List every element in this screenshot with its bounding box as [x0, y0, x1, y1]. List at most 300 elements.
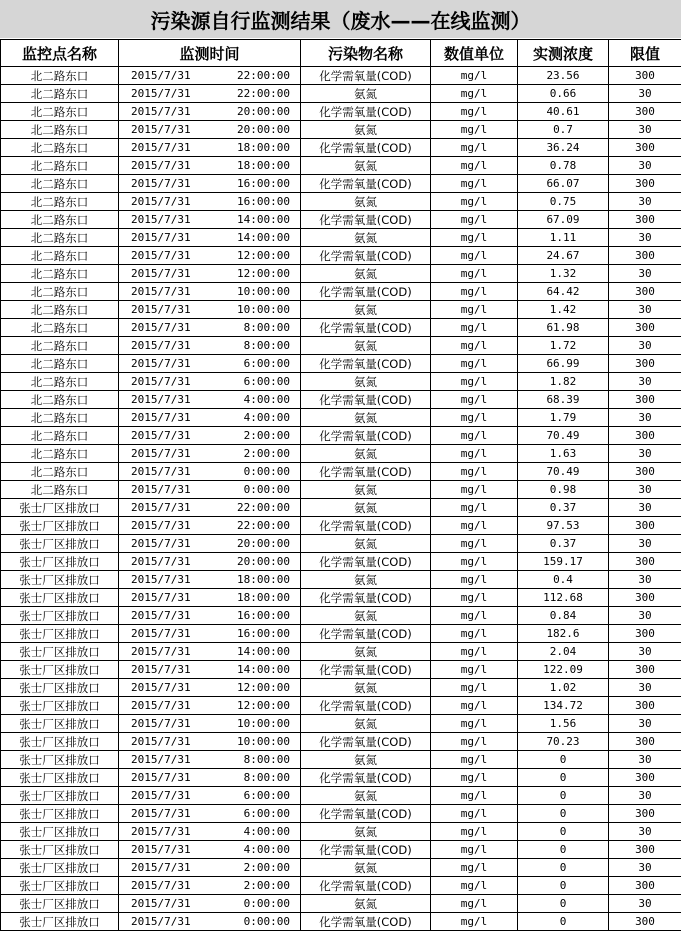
cell-time: 12:00:00	[237, 248, 290, 262]
cell-monitoring-time	[119, 427, 301, 445]
cell-monitoring-time	[119, 877, 301, 895]
cell-date: 2015/7/31	[131, 518, 191, 532]
table-row	[1, 841, 681, 859]
cell-time: 8:00:00	[243, 338, 290, 352]
cell-limit: 300	[609, 625, 681, 643]
cell-monitoring-time	[119, 337, 301, 355]
cell-monitoring-time	[119, 103, 301, 121]
cell-unit: mg/l	[431, 67, 518, 85]
cell-limit: 300	[609, 391, 681, 409]
cell-monitoring-time	[119, 841, 301, 859]
cell-pollutant-name: 氨氮	[301, 445, 431, 463]
cell-unit: mg/l	[431, 607, 518, 625]
cell-unit: mg/l	[431, 643, 518, 661]
cell-time: 12:00:00	[237, 266, 290, 280]
cell-time: 20:00:00	[237, 122, 290, 136]
cell-monitoring-time	[119, 157, 301, 175]
cell-date: 2015/7/31	[131, 914, 191, 928]
table-row	[1, 625, 681, 643]
cell-limit: 30	[609, 301, 681, 319]
cell-pollutant-name: 化学需氧量(COD)	[301, 391, 431, 409]
cell-pollutant-name: 氨氮	[301, 121, 431, 139]
cell-time: 22:00:00	[237, 86, 290, 100]
cell-pollutant-name: 化学需氧量(COD)	[301, 697, 431, 715]
cell-date: 2015/7/31	[131, 860, 191, 874]
cell-measured-value: 0.84	[518, 607, 609, 625]
cell-date: 2015/7/31	[131, 788, 191, 802]
cell-monitoring-point: 北二路东口	[1, 391, 119, 409]
cell-limit: 300	[609, 355, 681, 373]
cell-monitoring-time	[119, 805, 301, 823]
cell-date: 2015/7/31	[131, 626, 191, 640]
cell-limit: 30	[609, 193, 681, 211]
cell-pollutant-name: 化学需氧量(COD)	[301, 175, 431, 193]
cell-date: 2015/7/31	[131, 176, 191, 190]
cell-monitoring-point: 北二路东口	[1, 373, 119, 391]
cell-date: 2015/7/31	[131, 122, 191, 136]
cell-date: 2015/7/31	[131, 410, 191, 424]
cell-measured-value: 36.24	[518, 139, 609, 157]
cell-pollutant-name: 氨氮	[301, 715, 431, 733]
cell-measured-value: 70.23	[518, 733, 609, 751]
cell-monitoring-time	[119, 679, 301, 697]
cell-monitoring-time	[119, 229, 301, 247]
table-row	[1, 805, 681, 823]
cell-monitoring-time	[119, 697, 301, 715]
cell-monitoring-time	[119, 265, 301, 283]
cell-monitoring-point: 张士厂区排放口	[1, 499, 119, 517]
cell-monitoring-point: 张士厂区排放口	[1, 715, 119, 733]
cell-limit: 300	[609, 67, 681, 85]
cell-date: 2015/7/31	[131, 230, 191, 244]
cell-time: 2:00:00	[243, 428, 290, 442]
cell-pollutant-name: 化学需氧量(COD)	[301, 103, 431, 121]
cell-time: 0:00:00	[243, 896, 290, 910]
cell-measured-value: 24.67	[518, 247, 609, 265]
cell-pollutant-name: 氨氮	[301, 895, 431, 913]
cell-time: 6:00:00	[243, 806, 290, 820]
cell-pollutant-name: 氨氮	[301, 787, 431, 805]
cell-pollutant-name: 氨氮	[301, 85, 431, 103]
cell-monitoring-time	[119, 535, 301, 553]
cell-monitoring-point: 张士厂区排放口	[1, 571, 119, 589]
cell-measured-value: 0	[518, 751, 609, 769]
cell-time: 16:00:00	[237, 608, 290, 622]
cell-monitoring-time	[119, 625, 301, 643]
cell-monitoring-point: 北二路东口	[1, 265, 119, 283]
cell-pollutant-name: 化学需氧量(COD)	[301, 319, 431, 337]
cell-monitoring-point: 张士厂区排放口	[1, 787, 119, 805]
cell-limit: 300	[609, 913, 681, 931]
cell-measured-value: 0.37	[518, 499, 609, 517]
cell-unit: mg/l	[431, 427, 518, 445]
cell-time: 22:00:00	[237, 518, 290, 532]
cell-time: 2:00:00	[243, 446, 290, 460]
cell-limit: 30	[609, 409, 681, 427]
cell-limit: 30	[609, 679, 681, 697]
cell-unit: mg/l	[431, 265, 518, 283]
cell-monitoring-point: 北二路东口	[1, 481, 119, 499]
cell-unit: mg/l	[431, 283, 518, 301]
cell-unit: mg/l	[431, 913, 518, 931]
cell-measured-value: 1.63	[518, 445, 609, 463]
table-row	[1, 175, 681, 193]
table-row	[1, 877, 681, 895]
cell-monitoring-time	[119, 643, 301, 661]
cell-measured-value: 0.75	[518, 193, 609, 211]
cell-date: 2015/7/31	[131, 500, 191, 514]
cell-time: 14:00:00	[237, 212, 290, 226]
cell-monitoring-point: 张士厂区排放口	[1, 913, 119, 931]
cell-monitoring-point: 张士厂区排放口	[1, 733, 119, 751]
cell-measured-value: 1.56	[518, 715, 609, 733]
cell-pollutant-name: 化学需氧量(COD)	[301, 589, 431, 607]
cell-date: 2015/7/31	[131, 662, 191, 676]
cell-limit: 300	[609, 841, 681, 859]
cell-measured-value: 134.72	[518, 697, 609, 715]
cell-monitoring-time	[119, 751, 301, 769]
cell-measured-value: 66.99	[518, 355, 609, 373]
cell-limit: 30	[609, 157, 681, 175]
cell-pollutant-name: 化学需氧量(COD)	[301, 427, 431, 445]
cell-limit: 300	[609, 769, 681, 787]
cell-measured-value: 0.98	[518, 481, 609, 499]
table-row	[1, 679, 681, 697]
table-row	[1, 733, 681, 751]
cell-date: 2015/7/31	[131, 824, 191, 838]
table-row	[1, 535, 681, 553]
cell-monitoring-point: 北二路东口	[1, 103, 119, 121]
cell-pollutant-name: 氨氮	[301, 607, 431, 625]
cell-pollutant-name: 氨氮	[301, 571, 431, 589]
header-measured-concentration: 实测浓度	[518, 40, 609, 67]
cell-time: 20:00:00	[237, 554, 290, 568]
cell-unit: mg/l	[431, 355, 518, 373]
cell-unit: mg/l	[431, 391, 518, 409]
cell-unit: mg/l	[431, 373, 518, 391]
cell-monitoring-time	[119, 193, 301, 211]
cell-time: 0:00:00	[243, 482, 290, 496]
cell-monitoring-point: 张士厂区排放口	[1, 661, 119, 679]
table-row	[1, 499, 681, 517]
table-row	[1, 823, 681, 841]
cell-unit: mg/l	[431, 715, 518, 733]
cell-time: 6:00:00	[243, 356, 290, 370]
cell-date: 2015/7/31	[131, 428, 191, 442]
table-row	[1, 661, 681, 679]
cell-pollutant-name: 氨氮	[301, 535, 431, 553]
cell-monitoring-time	[119, 445, 301, 463]
cell-unit: mg/l	[431, 175, 518, 193]
cell-monitoring-time	[119, 715, 301, 733]
cell-measured-value: 97.53	[518, 517, 609, 535]
cell-monitoring-time	[119, 589, 301, 607]
cell-monitoring-time	[119, 481, 301, 499]
cell-pollutant-name: 化学需氧量(COD)	[301, 247, 431, 265]
cell-date: 2015/7/31	[131, 320, 191, 334]
table-row	[1, 895, 681, 913]
cell-pollutant-name: 氨氮	[301, 643, 431, 661]
cell-pollutant-name: 氨氮	[301, 301, 431, 319]
cell-limit: 300	[609, 319, 681, 337]
cell-monitoring-point: 张士厂区排放口	[1, 877, 119, 895]
cell-measured-value: 0	[518, 823, 609, 841]
sheet-title: 污染源自行监测结果（废水——在线监测）	[0, 0, 681, 38]
table-row	[1, 769, 681, 787]
table-row	[1, 157, 681, 175]
cell-unit: mg/l	[431, 571, 518, 589]
cell-date: 2015/7/31	[131, 212, 191, 226]
table-row	[1, 373, 681, 391]
cell-monitoring-time	[119, 499, 301, 517]
cell-date: 2015/7/31	[131, 104, 191, 118]
cell-time: 10:00:00	[237, 284, 290, 298]
header-pollutant-name: 污染物名称	[301, 40, 431, 67]
cell-unit: mg/l	[431, 463, 518, 481]
table-row	[1, 355, 681, 373]
cell-measured-value: 2.04	[518, 643, 609, 661]
cell-date: 2015/7/31	[131, 446, 191, 460]
cell-monitoring-point: 张士厂区排放口	[1, 517, 119, 535]
cell-limit: 30	[609, 607, 681, 625]
cell-time: 8:00:00	[243, 752, 290, 766]
cell-date: 2015/7/31	[131, 752, 191, 766]
cell-date: 2015/7/31	[131, 806, 191, 820]
table-row	[1, 517, 681, 535]
cell-unit: mg/l	[431, 877, 518, 895]
cell-monitoring-point: 北二路东口	[1, 283, 119, 301]
cell-limit: 30	[609, 121, 681, 139]
cell-monitoring-time	[119, 661, 301, 679]
cell-monitoring-time	[119, 571, 301, 589]
cell-monitoring-time	[119, 67, 301, 85]
cell-limit: 30	[609, 571, 681, 589]
cell-monitoring-point: 张士厂区排放口	[1, 535, 119, 553]
cell-monitoring-time	[119, 319, 301, 337]
cell-pollutant-name: 氨氮	[301, 265, 431, 283]
cell-date: 2015/7/31	[131, 842, 191, 856]
cell-measured-value: 112.68	[518, 589, 609, 607]
cell-monitoring-time	[119, 895, 301, 913]
cell-measured-value: 0.7	[518, 121, 609, 139]
cell-unit: mg/l	[431, 661, 518, 679]
cell-limit: 300	[609, 211, 681, 229]
table-row	[1, 481, 681, 499]
cell-time: 14:00:00	[237, 662, 290, 676]
cell-unit: mg/l	[431, 481, 518, 499]
cell-monitoring-point: 北二路东口	[1, 409, 119, 427]
cell-date: 2015/7/31	[131, 356, 191, 370]
table-row	[1, 643, 681, 661]
cell-date: 2015/7/31	[131, 266, 191, 280]
cell-unit: mg/l	[431, 697, 518, 715]
cell-monitoring-time	[119, 913, 301, 931]
cell-time: 0:00:00	[243, 914, 290, 928]
cell-unit: mg/l	[431, 841, 518, 859]
table-row	[1, 751, 681, 769]
cell-date: 2015/7/31	[131, 284, 191, 298]
cell-limit: 30	[609, 337, 681, 355]
cell-monitoring-point: 北二路东口	[1, 85, 119, 103]
cell-monitoring-time	[119, 211, 301, 229]
cell-date: 2015/7/31	[131, 896, 191, 910]
cell-monitoring-point: 张士厂区排放口	[1, 643, 119, 661]
cell-pollutant-name: 化学需氧量(COD)	[301, 67, 431, 85]
cell-measured-value: 67.09	[518, 211, 609, 229]
cell-pollutant-name: 氨氮	[301, 823, 431, 841]
cell-date: 2015/7/31	[131, 194, 191, 208]
cell-monitoring-point: 张士厂区排放口	[1, 769, 119, 787]
cell-unit: mg/l	[431, 895, 518, 913]
cell-unit: mg/l	[431, 337, 518, 355]
cell-monitoring-time	[119, 247, 301, 265]
cell-date: 2015/7/31	[131, 878, 191, 892]
cell-monitoring-point: 张士厂区排放口	[1, 697, 119, 715]
cell-date: 2015/7/31	[131, 536, 191, 550]
cell-measured-value: 1.82	[518, 373, 609, 391]
cell-limit: 300	[609, 139, 681, 157]
cell-pollutant-name: 化学需氧量(COD)	[301, 769, 431, 787]
cell-pollutant-name: 化学需氧量(COD)	[301, 355, 431, 373]
cell-measured-value: 0	[518, 841, 609, 859]
cell-limit: 300	[609, 877, 681, 895]
cell-limit: 30	[609, 265, 681, 283]
cell-measured-value: 0	[518, 895, 609, 913]
cell-monitoring-time	[119, 121, 301, 139]
cell-unit: mg/l	[431, 625, 518, 643]
cell-measured-value: 0	[518, 859, 609, 877]
cell-measured-value: 68.39	[518, 391, 609, 409]
table-row	[1, 121, 681, 139]
cell-monitoring-time	[119, 301, 301, 319]
table-row	[1, 409, 681, 427]
cell-date: 2015/7/31	[131, 734, 191, 748]
cell-unit: mg/l	[431, 211, 518, 229]
cell-monitoring-time	[119, 355, 301, 373]
cell-date: 2015/7/31	[131, 248, 191, 262]
cell-limit: 300	[609, 283, 681, 301]
cell-monitoring-time	[119, 139, 301, 157]
cell-limit: 30	[609, 751, 681, 769]
cell-limit: 300	[609, 661, 681, 679]
table-row	[1, 247, 681, 265]
cell-measured-value: 40.61	[518, 103, 609, 121]
cell-limit: 30	[609, 85, 681, 103]
cell-measured-value: 0	[518, 913, 609, 931]
cell-monitoring-point: 北二路东口	[1, 445, 119, 463]
header-unit: 数值单位	[431, 40, 518, 67]
cell-measured-value: 0.78	[518, 157, 609, 175]
cell-monitoring-point: 北二路东口	[1, 193, 119, 211]
header-monitoring-point: 监控点名称	[1, 40, 119, 67]
cell-monitoring-point: 北二路东口	[1, 319, 119, 337]
cell-limit: 30	[609, 643, 681, 661]
cell-monitoring-time	[119, 175, 301, 193]
cell-unit: mg/l	[431, 157, 518, 175]
cell-unit: mg/l	[431, 859, 518, 877]
cell-pollutant-name: 化学需氧量(COD)	[301, 463, 431, 481]
cell-unit: mg/l	[431, 139, 518, 157]
cell-measured-value: 1.32	[518, 265, 609, 283]
cell-monitoring-point: 北二路东口	[1, 355, 119, 373]
cell-measured-value: 0.4	[518, 571, 609, 589]
table-row	[1, 337, 681, 355]
cell-monitoring-point: 北二路东口	[1, 67, 119, 85]
cell-pollutant-name: 化学需氧量(COD)	[301, 283, 431, 301]
cell-time: 18:00:00	[237, 140, 290, 154]
cell-monitoring-point: 张士厂区排放口	[1, 859, 119, 877]
cell-time: 4:00:00	[243, 842, 290, 856]
table-row	[1, 787, 681, 805]
cell-monitoring-time	[119, 463, 301, 481]
cell-unit: mg/l	[431, 589, 518, 607]
table-row	[1, 589, 681, 607]
cell-pollutant-name: 氨氮	[301, 409, 431, 427]
cell-time: 2:00:00	[243, 878, 290, 892]
cell-monitoring-time	[119, 859, 301, 877]
cell-limit: 30	[609, 499, 681, 517]
cell-time: 18:00:00	[237, 590, 290, 604]
table-row	[1, 571, 681, 589]
cell-unit: mg/l	[431, 769, 518, 787]
cell-time: 4:00:00	[243, 824, 290, 838]
cell-pollutant-name: 氨氮	[301, 679, 431, 697]
cell-measured-value: 70.49	[518, 463, 609, 481]
cell-date: 2015/7/31	[131, 374, 191, 388]
cell-measured-value: 122.09	[518, 661, 609, 679]
cell-time: 0:00:00	[243, 464, 290, 478]
cell-monitoring-point: 张士厂区排放口	[1, 751, 119, 769]
cell-limit: 30	[609, 481, 681, 499]
header-row	[1, 40, 681, 67]
cell-pollutant-name: 氨氮	[301, 193, 431, 211]
cell-time: 16:00:00	[237, 626, 290, 640]
cell-monitoring-point: 北二路东口	[1, 157, 119, 175]
cell-monitoring-point: 张士厂区排放口	[1, 679, 119, 697]
cell-limit: 300	[609, 175, 681, 193]
cell-unit: mg/l	[431, 553, 518, 571]
table-row	[1, 913, 681, 931]
table-row	[1, 607, 681, 625]
cell-unit: mg/l	[431, 319, 518, 337]
cell-measured-value: 1.72	[518, 337, 609, 355]
cell-date: 2015/7/31	[131, 554, 191, 568]
cell-monitoring-time	[119, 85, 301, 103]
cell-monitoring-point: 张士厂区排放口	[1, 895, 119, 913]
cell-unit: mg/l	[431, 301, 518, 319]
cell-monitoring-point: 北二路东口	[1, 247, 119, 265]
cell-date: 2015/7/31	[131, 608, 191, 622]
cell-measured-value: 70.49	[518, 427, 609, 445]
cell-monitoring-time	[119, 373, 301, 391]
table-row	[1, 193, 681, 211]
cell-monitoring-point: 北二路东口	[1, 229, 119, 247]
table-row	[1, 67, 681, 85]
cell-measured-value: 23.56	[518, 67, 609, 85]
cell-time: 16:00:00	[237, 194, 290, 208]
cell-monitoring-time	[119, 391, 301, 409]
cell-pollutant-name: 化学需氧量(COD)	[301, 661, 431, 679]
cell-pollutant-name: 化学需氧量(COD)	[301, 877, 431, 895]
cell-limit: 30	[609, 445, 681, 463]
table-row	[1, 103, 681, 121]
cell-limit: 300	[609, 733, 681, 751]
cell-pollutant-name: 化学需氧量(COD)	[301, 211, 431, 229]
table-row	[1, 265, 681, 283]
cell-pollutant-name: 氨氮	[301, 157, 431, 175]
cell-monitoring-point: 张士厂区排放口	[1, 841, 119, 859]
cell-pollutant-name: 氨氮	[301, 481, 431, 499]
